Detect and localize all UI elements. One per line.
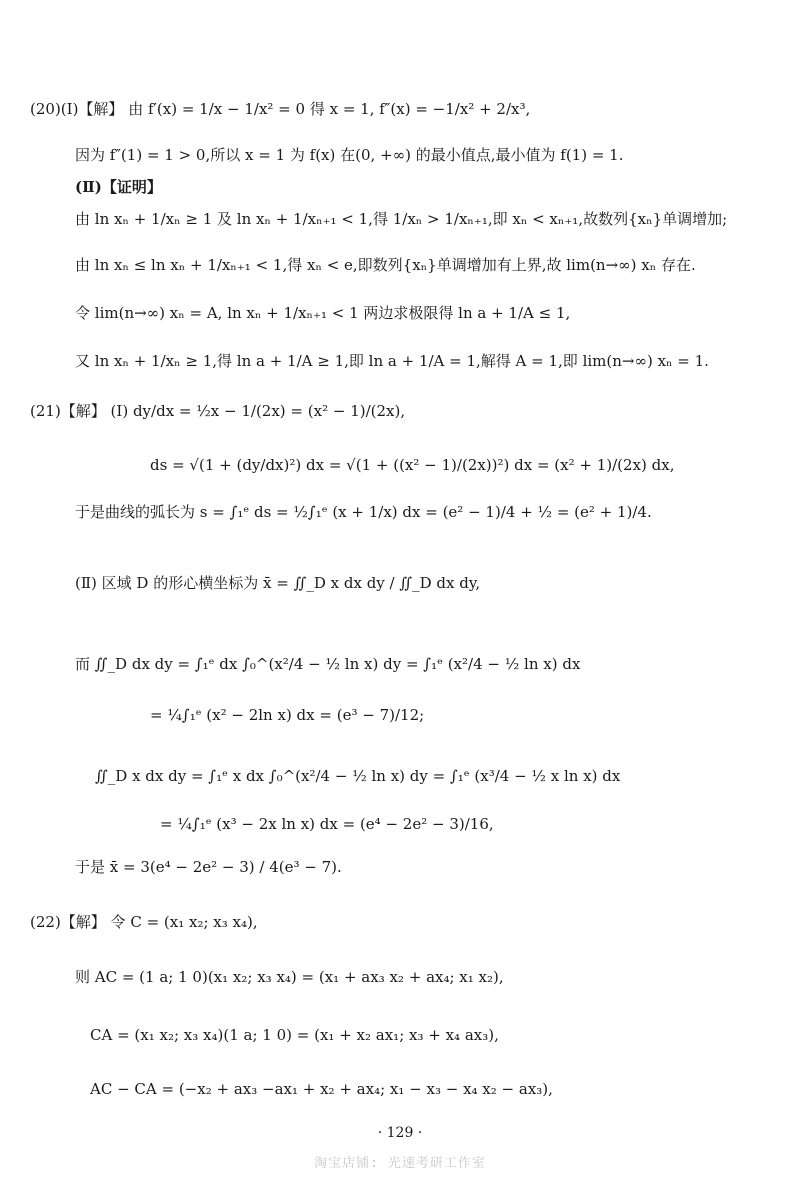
q20-line3: 由 ln xₙ ≤ ln xₙ + 1/xₙ₊₁ < 1,得 xₙ < e,即数列{xₙ}单调增加有上界,故 lim(n→∞) xₙ 存在. bbox=[75, 256, 696, 274]
q22-ca: CA = (x₁ x₂; x₃ x₄)(1 a; 1 0) = (x₁ + x₂ ax₁; x₃ + x₄ ax₃), bbox=[90, 1026, 499, 1044]
q21-arc: 于是曲线的弧长为 s = ∫₁ᵉ ds = ½∫₁ᵉ (x + 1/x) dx = (e² − 1)/4 + ½ = (e² + 1)/4. bbox=[75, 503, 652, 521]
q21-int2a: ∬_D x dx dy = ∫₁ᵉ x dx ∫₀^(x²/4 − ½ ln x) dy = ∫₁ᵉ (x³/4 − ½ x ln x) dx bbox=[95, 767, 621, 785]
q22-head: (22)【解】 令 C = (x₁ x₂; x₃ x₄), bbox=[30, 913, 258, 931]
q20-line1: 因为 f″(1) = 1 > 0,所以 x = 1 为 f(x) 在(0, +∞) 的最小值点,最小值为 f(1) = 1. bbox=[75, 146, 624, 164]
q20-line4: 令 lim(n→∞) xₙ = A, ln xₙ + 1/xₙ₊₁ < 1 两边求极限得 ln a + 1/A ≤ 1, bbox=[75, 304, 571, 322]
page-number: · 129 · bbox=[377, 1125, 423, 1141]
q20-head: (20)(Ⅰ)【解】 由 f′(x) = 1/x − 1/x² = 0 得 x = 1, f″(x) = −1/x² + 2/x³, bbox=[30, 100, 531, 118]
q20-line2: 由 ln xₙ + 1/xₙ ≥ 1 及 ln xₙ + 1/xₙ₊₁ < 1,得 1/xₙ > 1/xₙ₊₁,即 xₙ < xₙ₊₁,故数列{xₙ}单调增加; bbox=[75, 210, 728, 228]
q21-centroid: (Ⅱ) 区域 D 的形心横坐标为 x̄ = ∬_D x dx dy / ∬_D dx dy, bbox=[75, 574, 481, 592]
q21-int2b: = ¼∫₁ᵉ (x³ − 2x ln x) dx = (e⁴ − 2e² − 3)/16, bbox=[160, 815, 494, 833]
q21-result: 于是 x̄ = 3(e⁴ − 2e² − 3) / 4(e³ − 7). bbox=[75, 858, 342, 876]
q22-ac: 则 AC = (1 a; 1 0)(x₁ x₂; x₃ x₄) = (x₁ + ax₃ x₂ + ax₄; x₁ x₂), bbox=[75, 968, 504, 986]
q21-int1a: 而 ∬_D dx dy = ∫₁ᵉ dx ∫₀^(x²/4 − ½ ln x) dy = ∫₁ᵉ (x²/4 − ½ ln x) dx bbox=[75, 655, 581, 673]
q21-ds: ds = √(1 + (dy/dx)²) dx = √(1 + ((x² − 1)/(2x))²) dx = (x² + 1)/(2x) dx, bbox=[150, 456, 675, 474]
q21-head: (21)【解】 (Ⅰ) dy/dx = ½x − 1/(2x) = (x² − 1)/(2x), bbox=[30, 402, 406, 420]
q20-part2-label: (Ⅱ)【证明】 bbox=[75, 178, 162, 196]
watermark-text: 淘宝店铺: 光速考研工作室 bbox=[314, 1156, 486, 1171]
q22-diff: AC − CA = (−x₂ + ax₃ −ax₁ + x₂ + ax₄; x₁ − x₃ − x₄ x₂ − ax₃), bbox=[90, 1080, 553, 1098]
q20-line5: 又 ln xₙ + 1/xₙ ≥ 1,得 ln a + 1/A ≥ 1,即 ln a + 1/A = 1,解得 A = 1,即 lim(n→∞) xₙ = 1. bbox=[75, 352, 709, 370]
q21-int1b: = ¼∫₁ᵉ (x² − 2ln x) dx = (e³ − 7)/12; bbox=[150, 706, 425, 724]
